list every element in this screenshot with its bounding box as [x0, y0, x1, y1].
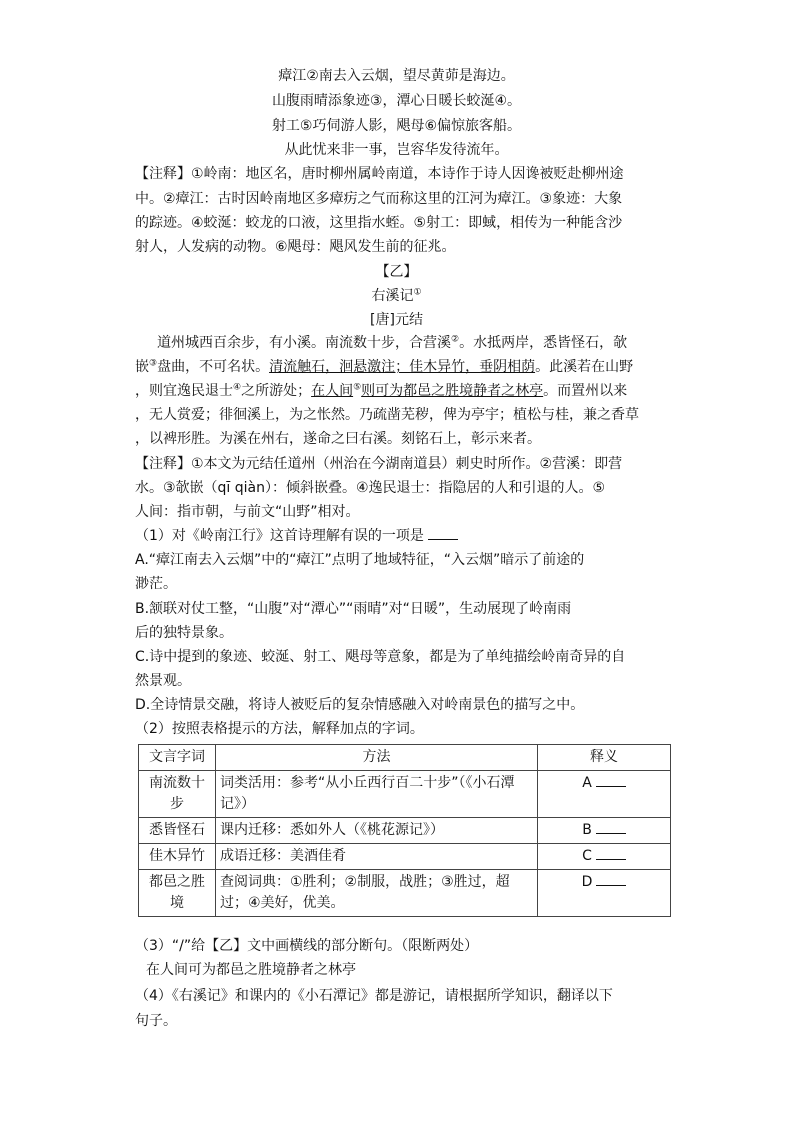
prose-line-2 [135, 356, 633, 378]
poem-note-line-4: 射人，人发病的动物。⑥飓母：飓风发生前的征兆。 [135, 239, 456, 255]
section-b-title-text: 右溪记 [371, 288, 414, 304]
poem-note-line-1: 【注释】①岭南：地区名，唐时柳州属岭南道，本诗作于诗人因谗被贬赴柳州途 [135, 166, 624, 182]
prose-text: 。此溪若在山野 [535, 359, 634, 375]
q3-sentence: 在人间可为都邑之胜境静者之林亭 [146, 962, 356, 978]
header-method: 方法 [216, 745, 538, 771]
table-row [139, 771, 671, 818]
footnote-mark: ⑤ [353, 382, 362, 393]
prose-note-line-1: 【注释】①本文为元结任道州（州治在今湖南道县）刺史时所作。②营溪：即营 [135, 456, 623, 472]
q1-stem-text: （1）对《岭南江行》这首诗理解有误的一项是 [135, 528, 424, 544]
cell-answer[interactable] [538, 844, 671, 870]
table-row [139, 870, 671, 917]
q1-option-b-line-1: B.颔联对仗工整，“山腹”对“潭心”“雨晴”对“日暖”，生动展现了岭南雨 [135, 601, 572, 617]
prose-line-4: ，无人赏爱；徘徊溪上，为之怅然。乃疏凿芜秽，俾为亭宇；植松与桂，兼之香草 [135, 407, 639, 423]
cell-word: 南流数十步 [139, 771, 216, 818]
q4-stem-line-2: 句子。 [135, 1013, 177, 1029]
prose-line-1 [157, 332, 627, 354]
underlined-text: 则可为都邑之胜境静者之林亭 [361, 383, 544, 399]
answer-label: C [582, 848, 592, 864]
method-table [138, 744, 671, 917]
cell-answer[interactable] [538, 870, 671, 917]
answer-blank[interactable] [596, 873, 626, 886]
footnote-mark: ④ [233, 382, 242, 393]
answer-blank[interactable] [596, 774, 626, 787]
q2-stem: （2）按照表格提示的方法，解释加点的字词。 [135, 721, 424, 737]
footnote-mark: ② [451, 334, 460, 345]
cell-method: 查阅词典：①胜利；②制服，战胜；③胜过，超过；④美好，优美。 [216, 870, 538, 917]
prose-text: 盘曲，不可名状。 [157, 359, 270, 375]
poem-line-3: 射工⑤巧伺游人影，飓母⑥偏惊旅客船。 [271, 118, 522, 134]
footnote-mark: ③ [149, 358, 158, 369]
answer-blank[interactable] [596, 847, 626, 860]
poem-note-line-3: 的踪迹。④蛟涎：蛟龙的口液，这里指水蛭。⑤射工：即蜮，相传为一种能含沙 [135, 215, 623, 231]
answer-blank[interactable] [596, 821, 626, 834]
header-meaning: 释义 [538, 745, 671, 771]
section-b-marker: 【乙】 [375, 264, 418, 280]
q3-stem: （3）“/”给【乙】文中画横线的部分断句。（限断两处） [135, 938, 479, 954]
prose-text: 之所游处； [241, 383, 312, 399]
q1-option-d: D.全诗情景交融，将诗人被贬后的复杂情感融入对岭南景色的描写之中。 [135, 697, 585, 713]
section-b-author: [唐]元结 [370, 312, 423, 328]
answer-blank[interactable] [428, 527, 458, 540]
q1-option-c-line-2: 然景观。 [135, 673, 191, 689]
prose-text: 嵌 [135, 359, 149, 375]
poem-line-1: 瘴江②南去入云烟，望尽黄茆是海边。 [278, 68, 515, 84]
table-header-row [139, 745, 671, 771]
q1-option-c-line-1: C.诗中提到的象迹、蛟涎、射工、飓母等意象，都是为了单纯描绘岭南奇异的自 [135, 649, 626, 665]
cell-answer[interactable] [538, 771, 671, 818]
q4-stem-line-1: （4）《右溪记》和课内的《小石潭记》都是游记，请根据所学知识，翻译以下 [135, 988, 613, 1004]
table-row [139, 818, 671, 844]
prose-line-3 [135, 380, 627, 402]
header-word: 文言字词 [139, 745, 216, 771]
prose-line-5: ，以裨形胜。为溪在州右，遂命之曰右溪。刻铭石上，彰示来者。 [135, 431, 541, 447]
prose-text: 道州城西百余步，有小溪。南流数十步，合营溪 [157, 335, 451, 351]
cell-word: 悉皆怪石 [139, 818, 216, 844]
table-row [139, 844, 671, 870]
cell-method: 课内迁移：悉如外人（《桃花源记》） [216, 818, 538, 844]
underlined-text: 在人间 [311, 383, 354, 399]
prose-text: 。而置州以来 [543, 383, 628, 399]
q1-option-b-line-2: 后的独特景象。 [135, 625, 233, 641]
section-b-title [0, 285, 793, 307]
prose-text: 。水抵两岸，悉皆怪石，欹 [459, 335, 628, 351]
q1-option-a-line-2: 渺茫。 [135, 576, 177, 592]
prose-note-line-3: 人间：指市朝，与前文“山野”相对。 [135, 504, 360, 520]
cell-method: 成语迁移：美酒佳肴 [216, 844, 538, 870]
answer-label: D [581, 874, 593, 890]
prose-text: ，则宜逸民退士 [135, 383, 233, 399]
cell-answer[interactable] [538, 818, 671, 844]
poem-line-4: 从此忧来非一事，岂容华发待流年。 [284, 142, 509, 158]
answer-label: B [582, 822, 592, 838]
cell-method: 词类活用：参考“从小丘西行百二十步”（《小石潭记》） [216, 771, 538, 818]
section-b-title-sup: ① [413, 287, 422, 298]
poem-note-line-2: 中。②瘴江：古时因岭南地区多瘴疠之气而称这里的江河为瘴江。③象迹：大象 [135, 191, 623, 207]
poem-line-2: 山腹雨晴添象迹③，潭心日暖长蛟涎④。 [271, 93, 522, 109]
cell-word: 都邑之胜境 [139, 870, 216, 917]
q1-stem [135, 525, 458, 547]
answer-label: A [582, 775, 592, 791]
prose-note-line-2: 水。③欹嵌（qī qiàn）：倾斜嵌叠。④逸民退士：指隐居的人和引退的人。⑤ [135, 480, 606, 496]
underlined-text: 清流触石，洄悬激注；佳木异竹，垂阴相荫 [269, 359, 536, 375]
cell-word: 佳木异竹 [139, 844, 216, 870]
q1-option-a-line-1: A.“瘴江南去入云烟”中的“瘴江”点明了地域特征，“入云烟”暗示了前途的 [135, 552, 585, 568]
